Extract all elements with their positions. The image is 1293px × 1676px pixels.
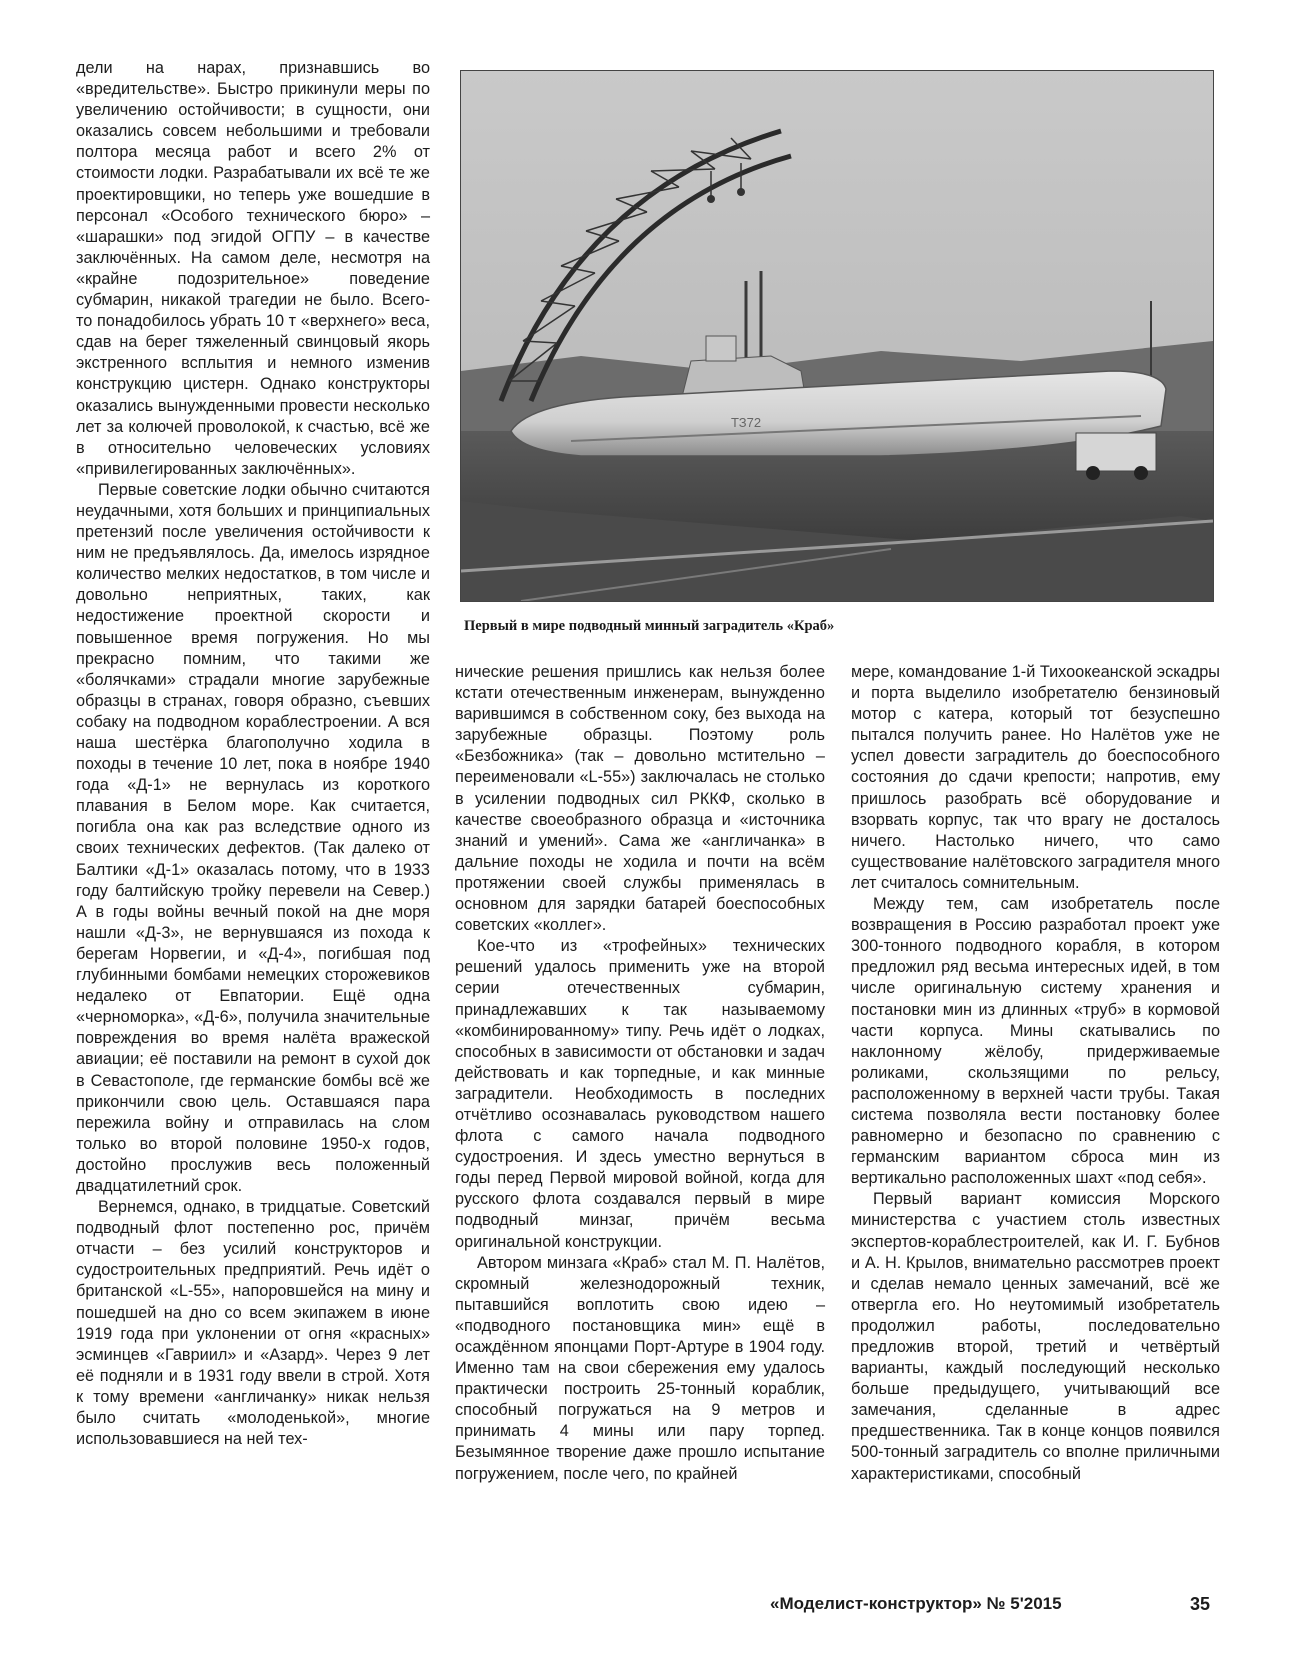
paragraph: мере, командование 1-й Тихоокеанской эскадры и порта выделило изобретателю бензиновый мотор с катера, который тот безуспешно пытался получить ранее. Но Налётов уже не успел довести заградитель до боеспособного состояния до сдачи крепости; напротив, ему пришлось разобрать всё оборудование и взорвать корпус, так что врагу не досталось ничего. Настолько ничего, что само существование налётовского заградителя много лет считалось сомнительным. (851, 663, 1220, 892)
page-number: 35 (1190, 1594, 1211, 1614)
paragraph: Кое-что из «трофейных» технических решений удалось применить уже на второй серии отечественных субмарин, принадлежавших к так называемому «комбинированному» типу. Речь идёт о лодках, способных в зависимости от обстановки и задач действовать и как торпедные, и как минные заградители. Необходимость в последних отчётливо осознавалась руководством нашего флота с самого начала подводного судостроения. И здесь уместно вернуться в годы перед Первой мировой войной, когда для русского флота создавался первый в мире подводный минзаг, причём весьма оригинальной конструкции. (455, 937, 825, 1251)
text-column-3 (851, 662, 1220, 1485)
paragraph: Между тем, сам изобретатель после возвращения в Россию разработал проект уже 300-тонного подводного корабля, в котором предложил ряд весьма интересных идей, в том числе оригинальную систему хранения и постановки мин из длинных «труб» в кормовой части корпуса. Мины скатывались по наклонному жёлобу, придерживаемые роликами, скользящими по рельсу, расположенному в верхней части трубы. Такая система позволяла вести постановку более равномерно и безопасно по сравнению с германским вариантом сброса мин из вертикально расположенных шахт «под себя». (851, 895, 1220, 1188)
paragraph: Первые советские лодки обычно считаются неудачными, хотя больших и принципиальных претензий после увеличения остойчивости к ним не предъявлялось. Да, имелось изрядное количество мелких недостатков, в том числе и довольно неприятных, таких, как недостижение проектной скорости и повышенное время погружения. Но мы прекрасно помним, что такими же «болячками» страдали многие зарубежные образцы в странах, говоря образно, съевших собаку на подводном кораблестроении. А вся наша шестёрка благополучно ходила в походы в течение 10 лет, пока в ноябре 1940 года «Д-1» не вернулась из короткого плавания в Белом море. Как считается, погибла она как раз вследствие одного из своих технических дефектов. (Так далеко от Балтики «Д-1» оказалась потому, что в 1933 году балтийскую тройку перевели на Север.) А в годы войны вечный покой на дне моря нашли «Д-3», не вернувшаяся из похода к берегам Норвегии, и «Д-4», погибшая под глубинными бомбами немецких сторожевиков недалеко от Евпатории. Ещё одна «черноморка», «Д-6», получила значительные повреждения во время налёта вражеской авиации; её поставили на ремонт в сухой док в Севастополе, где германские бомбы всё же прикончили свою цель. Оставшаяся пара пережила войну и отправилась на слом только во второй половине 1950-х годов, достойно прослужив весь положенный двадцатилетний срок. (76, 480, 430, 1195)
paragraph: Первый вариант комиссия Морского министерства с участием столь известных экспертов-кораблестроителей, как И. Г. Бубнов и А. Н. Крылов, внимательно рассмотрев проект и сделав немало ценных замечаний, всё же отвергла его. Но неутомимый изобретатель продолжил работы, последовательно предложив второй, третий и четвёртый варианты, каждый последующий несколько больше предыдущего, учитывающий все замечания, сделанные в адрес предшественника. Так в конце концов появился 500-тонный заградитель со вполне приличными характеристиками, способный (851, 1190, 1220, 1483)
paragraph: Автором минзага «Краб» стал М. П. Налётов, скромный железнодорожный техник, пытавшийся воплотить свою идею – «подводного постановщика мин» ещё в осаждённом японцами Порт-Артуре в 1904 году. Именно там на свои сбережения ему удалось практически построить 25-тонный кораблик, способный погружаться на 9 метров и принимать 4 мины или пару торпед. Безымянное творение даже прошло испытание погружением, после чего, по крайней (455, 1253, 825, 1483)
paragraph: Вернемся, однако, в тридцатые. Советский подводный флот постепенно рос, причём отчасти – без усилий конструкторов и судостроительных предприятий. Речь идёт о британской «L-55», напоровшейся на мину и пошедшей на дно со всем экипажем в июне 1919 года при уклонении от огня «красных» эсминцев «Гавриил» и «Азард». Через 9 лет её подняли и в 1931 году ввели в строй. Хотя к тому времени «англичанку» никак нельзя было считать «молоденькой», многие использовавшиеся на ней тех- (76, 1198, 430, 1449)
submarine-photo (460, 70, 1214, 602)
magazine-title: «Моделист-конструктор» № 5'2015 (770, 1594, 1062, 1613)
hull-number: ТЗ72 (731, 415, 762, 430)
text-column-1 (76, 58, 430, 1450)
paragraph: нические решения пришлись как нельзя более кстати отечественным инженерам, вынужденно варившимся в собственном соку, без выхода на зарубежные образцы. Поэтому роль «Безбожника» (так – довольно мстительно – переименовали «L-55») заключалась не столько в усилении подводных сил РККФ, сколько в качестве своеобразного образца и «источника знаний и умений». Сама же «англичанка» в дальние походы не ходила и почти на всём протяжении своей службы применялась в основном для зарядки батарей боеспособных советских «коллег». (455, 663, 825, 935)
text-column-2 (455, 662, 825, 1485)
paragraph: дели на нарах, признавшись во «вредительстве». Быстро прикинули меры по увеличению остойчивости; в сущности, они оказались совсем небольшими и требовали полтора месяца работ и всего 2% от стоимости лодки. Разрабатывали их всё те же проектировщики, но теперь уже вошедшие в персонал «Особого технического бюро» – «шарашки» под эгидой ОГПУ – в качестве заключённых. На самом деле, несмотря на «крайне подозрительное» поведение субмарин, никакой трагедии не было. Всего-то понадобилось убрать 10 т «верхнего» веса, сдав на берег тяжеленный свинцовый якорь экстренного всплытия и немного изменив конструкцию цистерн. Однако конструкторы оказались вынужденными провести несколько лет за колючей проволокой, к счастью, всё же в относительно человеческих условиях «привилегированных заключённых». (76, 59, 430, 478)
photo-caption: Первый в мире подводный минный заградитель «Краб» (464, 618, 835, 634)
